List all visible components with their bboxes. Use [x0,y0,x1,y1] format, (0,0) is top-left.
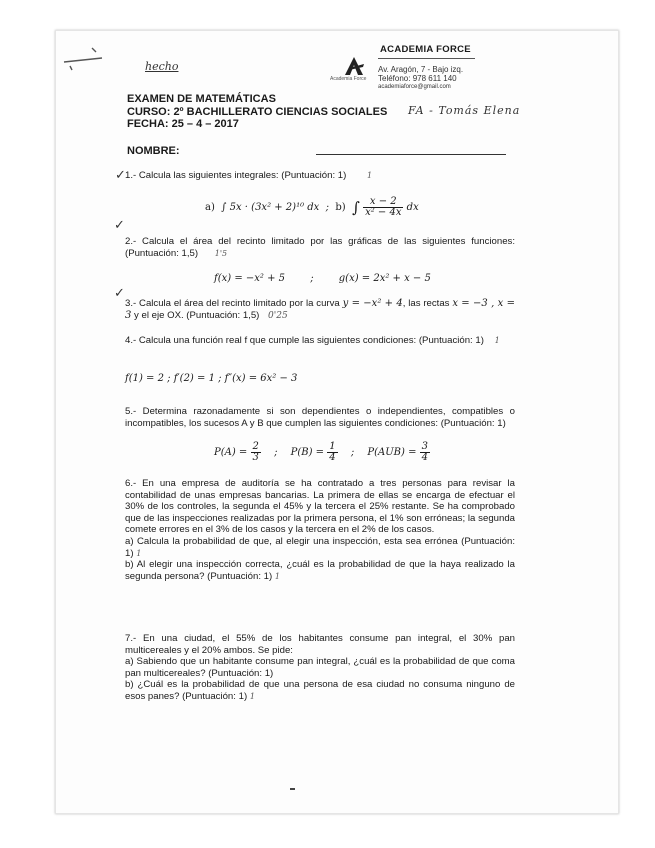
q5-pa-label: P(A) = [214,447,248,458]
header-divider [378,58,475,59]
q3-text-b: , las rectas [402,298,450,309]
exam-course: CURSO: 2º BACHILLERATO CIENCIAS SOCIALES [127,105,388,118]
q3-grade-note: 0'25 [268,310,288,321]
exam-title: EXAMEN DE MATEMÁTICAS [127,93,276,105]
q6-text: 6.- En una empresa de auditoría se ha contratado a tres personas para revisar la contabilidad de unas empresas bancarias. La primera de ellas se encarga de efectuar el 30% de los controles, la segunda el 45% y la tercera el 25% restante. Se ha comprobado que de las inspecciones realizadas por la primera persona, el 1% son erróneas; la segunda comete errores en el 3% de los casos y la tercera en el 2% de los casos. [125,478,515,536]
name-label: NOMBRE: [127,145,180,157]
q2-text: 2.- Calcula el área del recinto limitado por las gráficas de las siguientes funciones: (Puntuación: 1,5) [125,236,515,259]
q5-pu-den: 4 [421,452,429,463]
question-4 [125,335,515,347]
pen-scribble-icon [62,44,122,74]
q5-pu-label: P(AUB) = [367,447,417,458]
q5-pu-num: 3 [421,441,429,452]
question-6 [125,478,515,582]
q5-separator: ; [350,447,355,458]
q5-pb-num: 1 [329,441,336,452]
handwritten-student-name: FA - Tomás Elena [408,104,521,117]
academy-address: Av. Aragón, 7 - Bajo izq. [378,65,464,74]
question-3 [125,298,515,322]
q1-a-label: a) [205,202,215,213]
question-7 [125,633,515,703]
q1-separator: ; [325,202,330,213]
q4-text: 4.- Calcula una función real f que cumple las siguientes condiciones: (Puntuación: 1) [125,335,484,346]
q1-integrals [205,197,419,218]
q2-f: f(x) = −x² + 5 [214,273,286,284]
q3-text-c: y el eje OX. (Puntuación: 1,5) [134,309,260,321]
q5-probabilities [214,442,430,463]
q1-text: 1.- Calcula las siguientes integrales: (Puntuación: 1) [125,170,347,181]
checkmark-icon: ✓ [114,218,125,233]
q4-conditions: f(1) = 2 ; f′(2) = 1 ; f″(x) = 6x² − 3 [125,373,298,384]
academy-logo-icon [343,56,365,76]
q6-a-grade-note: 1 [136,548,142,558]
q6-b-grade-note: 1 [274,571,280,581]
academy-email: academiaforce@gmail.com [378,84,451,90]
q5-separator: ; [274,447,278,458]
handwritten-hecho: hecho [145,60,179,73]
q1-grade-note: 1 [366,171,373,180]
q7-text: 7.- En una ciudad, el 55% de los habitantes consume pan integral, el 30% pan multicereales y el 20% ambos. Se pide: [125,633,515,656]
q6-a-text: a) Calcula la probabilidad de que, al elegir una inspección, esta sea errónea (Puntuación: 1) [125,535,515,559]
q1-b-numerator: x − 2 [363,197,403,208]
exam-heading [127,93,387,131]
question-2 [125,236,515,259]
q6-b [125,559,515,582]
q5-pa-den: 3 [252,452,259,463]
logo-caption: Academia Force [330,76,367,82]
q1-b-integral-sign: ∫ [352,198,360,217]
q5-pb-den: 4 [329,452,336,463]
question-1 [125,170,515,182]
q1-b-denominator: x² − 4x [365,207,402,218]
q2-grade-note: 1'5 [214,248,228,258]
academy-name: ACADEMIA FORCE [380,44,471,55]
q1-b-fraction [363,197,403,218]
q5-pa-num: 2 [252,441,259,452]
q3-lines: x = −3 , x = 3 [125,298,515,321]
page-mark [290,788,295,790]
q5-pb-fraction [327,442,337,463]
q6-a [125,536,515,559]
question-5: 5.- Determina razonadamente si son dependientes o independientes, compatibles o incompatibles, los sucesos A y B que cumplen las siguientes condiciones: (Puntuación: 1) [125,406,515,429]
academy-phone: Teléfono: 978 611 140 [378,74,457,83]
q7-b [125,679,515,702]
q7-a: a) Sabiendo que un habitante consume pan integral, ¿cuál es la probabilidad de que coma pan multicereales? (Puntuación: 1) [125,656,515,679]
exam-date: FECHA: 25 – 4 – 2017 [127,118,239,130]
q5-pb-label: P(B) = [290,447,325,458]
q3-curve: y = −x² + 4 [342,298,403,309]
q5-pu-fraction [420,442,430,463]
q2-separator: ; [310,273,314,284]
q1-b-dx: dx [406,202,419,213]
q6-b-text: b) Al elegir una inspección correcta, ¿cuál es la probabilidad de que la haya realizado la segunda persona? (Puntuación: 1) [125,559,515,582]
q3-text-a: 3.- Calcula el área del recinto limitado por la curva [125,298,340,309]
q2-functions [214,273,431,284]
q4-grade-note: 1 [494,336,500,345]
q5-pa-fraction [251,442,261,463]
checkmark-icon: ✓ [114,286,125,301]
q7-b-grade-note: 1 [249,691,255,701]
q1-a-expression: ∫ 5x · (3x² + 2)¹⁰ dx [221,202,320,213]
name-line [316,154,506,155]
q7-b-text: b) ¿Cuál es la probabilidad de que una persona de esa ciudad no consuma ninguno de esos panes? (Puntuación: 1) [125,679,515,702]
academy-contact [378,65,463,92]
q1-b-label: b) [335,202,346,213]
q2-g: g(x) = 2x² + x − 5 [338,273,431,284]
checkmark-icon: ✓ [115,168,126,183]
